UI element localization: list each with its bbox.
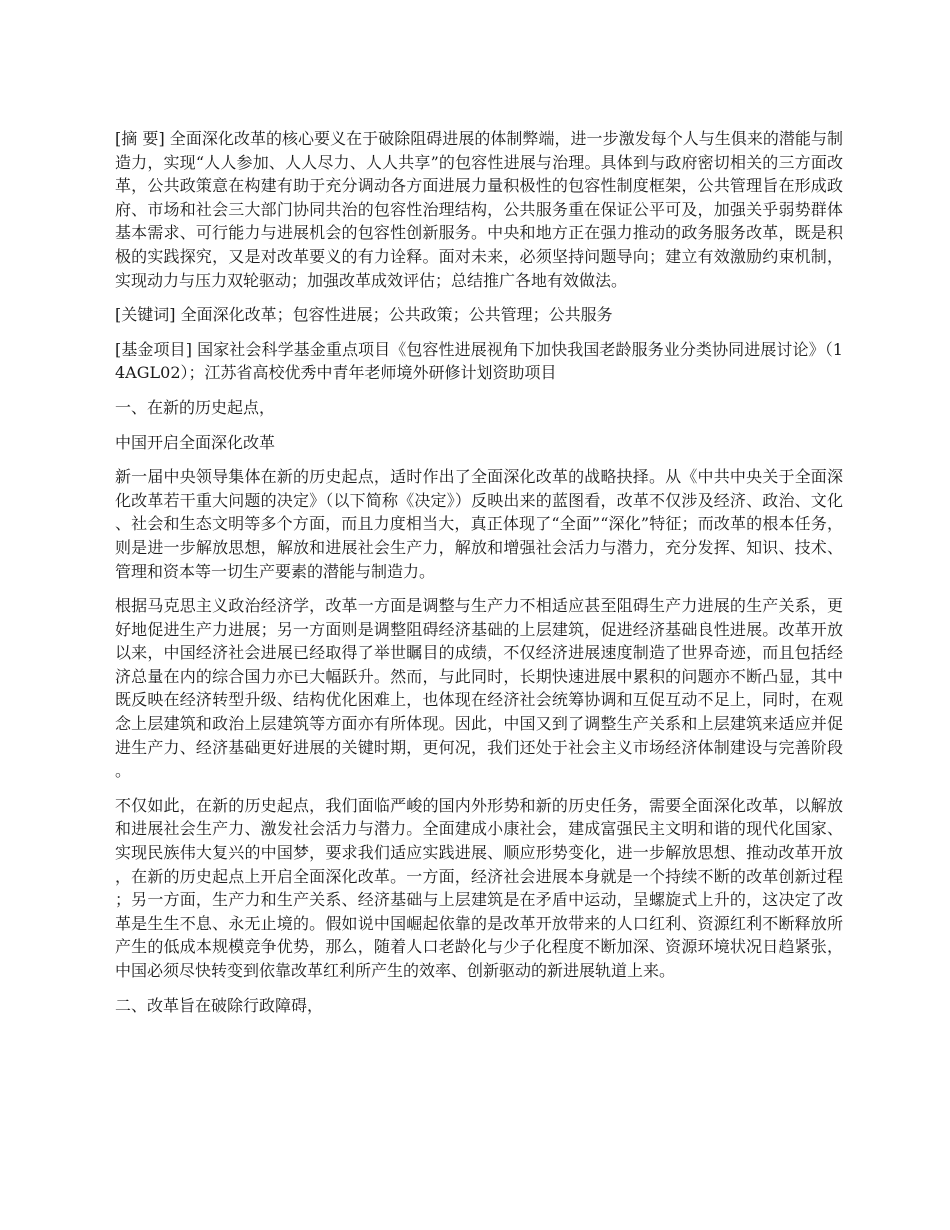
section-heading-1-line-2: 中国开启全面深化改革 bbox=[115, 432, 276, 452]
document-body bbox=[115, 127, 843, 1028]
body-paragraph-2: 根据马克思主义政治经济学，改革一方面是调整与生产力不相适应甚至阻碍生产力进展的生产关系，更好地促进生产力进展；另一方面则是调整阻碍经济基础的上层建筑，促进经济基础良性进展。改革开放以来，中国经济社会进展已经取得了举世瞩目的成绩，不仅经济进展速度制造了世界奇迹，而且包括经济总量在内的综合国力亦已大幅跃升。然而，与此同时，长期快速进展中累积的问题亦不断凸显，其中既反映在经济转型升级、结构优化困难上，也体现在经济社会统筹协调和互促互动不足上，同时，在观念上层建筑和政治上层建筑等方面亦有所体现。因此，中国又到了调整生产关系和上层建筑来适应并促进生产力、经济基础更好进展的关键时期，更何况，我们还处于社会主义市场经济体制建设与完善阶段。 bbox=[115, 596, 843, 781]
body-paragraph-3: 不仅如此，在新的历史起点，我们面临严峻的国内外形势和新的历史任务，需要全面深化改革，以解放和进展社会生产力、激发社会活力与潜力。全面建成小康社会，建成富强民主文明和谐的现代化国家、实现民族伟大复兴的中国梦，要求我们适应实践进展、顺应形势变化，进一步解放思想、推动改革开放，在新的历史起点上开启全面深化改革。一方面，经济社会进展本身就是一个持续不断的改革创新过程；另一方面，生产力和生产关系、经济基础与上层建筑是在矛盾中运动，呈螺旋式上升的，这决定了改革是生生不息、永无止境的。假如说中国崛起依靠的是改革开放带来的人口红利、资源红利不断释放所产生的低成本规模竞争优势，那么，随着人口老龄化与少子化程度不断加深、资源环境状况日趋紧张，中国必须尽快转变到依靠改革红利所产生的效率、创新驱动的新进展轨道上来。 bbox=[115, 795, 843, 980]
keywords-paragraph: [关键词] 全面深化改革；包容性进展；公共政策；公共管理；公共服务 bbox=[115, 305, 613, 325]
body-paragraph-1: 新一届中央领导集体在新的历史起点，适时作出了全面深化改革的战略抉择。从《中共中央关于全面深化改革若干重大问题的决定》（以下简称《决定》）反映出来的蓝图看，改革不仅涉及经济、政治、文化、社会和生态文明等多个方面，而且力度相当大，真正体现了“全面”“深化”特征；而改革的根本任务，则是进一步解放思想，解放和进展社会生产力，解放和增强社会活力与潜力，充分发挥、知识、技术、管理和资本等一切生产要素的潜能与制造力。 bbox=[115, 467, 843, 581]
section-heading-2-line-1: 二、改革旨在破除行政障碍， bbox=[115, 995, 324, 1015]
section-heading-1-line-1: 一、在新的历史起点， bbox=[115, 397, 276, 417]
abstract-paragraph: [摘 要] 全面深化改革的核心要义在于破除阻碍进展的体制弊端，进一步激发每个人与生俱来的潜能与制造力，实现“人人参加、人人尽力、人人共享”的包容性进展与治理。具体到与政府密切相关的三方面改革，公共政策意在构建有助于充分调动各方面进展力量积极性的包容性制度框架，公共管理旨在形成政府、市场和社会三大部门协同共治的包容性治理结构，公共服务重在保证公平可及，加强关乎弱势群体基本需求、可行能力与进展机会的包容性创新服务。中央和地方正在强力推动的政务服务改革，既是积极的实践探究，又是对改革要义的有力诠释。面对未来，必须坚持问题导向；建立有效激励约束机制，实现动力与压力双轮驱动；加强改革成效评估；总结推广各地有效做法。 bbox=[115, 129, 843, 290]
funding-paragraph: [基金项目] 国家社会科学基金重点项目《包容性进展视角下加快我国老龄服务业分类协同进展讨论》（14AGL02）；江苏省高校优秀中青年老师境外研修计划资助项目 bbox=[115, 339, 843, 383]
